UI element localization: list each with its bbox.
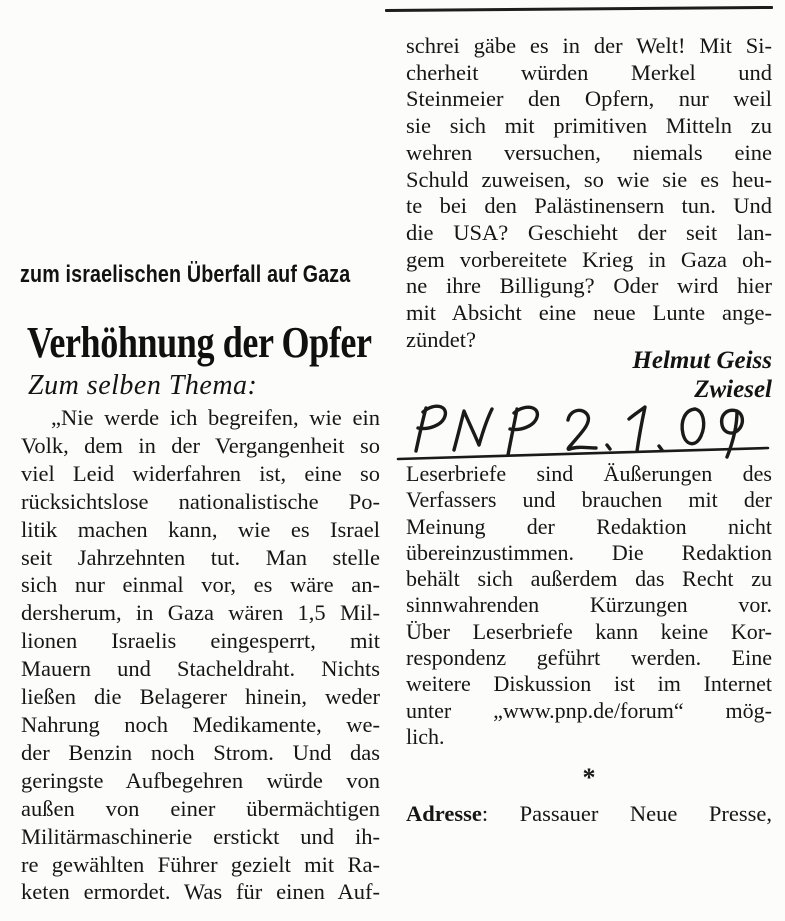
text-line: „Nie werde ich begreifen, wie ein (51, 405, 380, 430)
text-line: Mauern und Stacheldraht. Nichts (21, 656, 380, 682)
text-line: Über Leserbriefe kann keine Kor- (406, 618, 772, 644)
text-line: Militärmaschinerie erstickt und ih- (21, 823, 380, 849)
article-subhead: Zum selben Thema: (28, 370, 258, 401)
article-kicker: zum israelischen Überfall auf Gaza (20, 261, 351, 288)
text-line: übereinzustimmen. Die Redaktion (406, 539, 772, 565)
text-line: keten ermordet. Was für einen Auf- (21, 879, 380, 905)
handwritten-pnp-date-annotation (396, 401, 771, 461)
text-line: cherheit würden Merkel und (406, 59, 772, 85)
text-line: Volk, dem in der Vergangenheit so (21, 432, 380, 458)
text-line: die USA? Geschieht der seit lan- (406, 219, 772, 245)
address-first-line-rest: : Passauer Neue Presse, (481, 801, 772, 826)
column-top-rule (385, 6, 773, 12)
text-line: gem vorbereitete Krieg in Gaza oh- (406, 246, 772, 272)
text-line: schrei gäbe es in der Welt! Mit Si- (406, 33, 772, 58)
signature-block (406, 347, 772, 404)
text-line: Leserbriefe sind Äußerungen des (406, 461, 772, 486)
text-line: sie sich mit primitiven Mitteln zu (406, 113, 772, 139)
text-line: Meinung der Redaktion nicht (406, 513, 772, 539)
article-headline: Verhöhnung der Opfer (27, 318, 372, 367)
handwriting-strokes (396, 401, 771, 461)
article-body-right-column (406, 33, 772, 353)
text-line: dersherum, in Gaza wären 1,5 Mil- (21, 600, 380, 626)
signature-name: Helmut Geiss (632, 347, 772, 374)
address-paragraph (406, 801, 772, 827)
address-first-line (406, 801, 772, 827)
text-line: der Benzin noch Strom. Und das (21, 739, 380, 765)
text-line: ne ihre Billigung? Oder wird hier (406, 273, 772, 299)
text-line: geringste Aufbegehren würde von (21, 767, 380, 793)
text-line: außen von einer übermächtigen (21, 795, 380, 821)
text-line: behält sich außerdem das Recht zu (406, 566, 772, 592)
text-line: weitere Diskussion ist im Internet (406, 671, 772, 697)
text-line: sich nur einmal vor, es wäre an- (21, 572, 380, 598)
text-line: lionen Israelis eingesperrt, mit (21, 628, 380, 654)
text-line: te bei den Palästinensern tun. Und (406, 193, 772, 219)
text-line: Steinmeier den Opfern, nur weil (406, 86, 772, 112)
article-body-left-column (21, 404, 380, 906)
signature-place: Zwiesel (694, 375, 772, 403)
text-line: zündet? (406, 326, 476, 352)
text-line: Nahrung noch Medikamente, we- (21, 711, 380, 737)
text-line: litik machen kann, wie es Israel (21, 516, 380, 542)
text-line: unter „www.pnp.de/forum“ mög- (406, 697, 772, 723)
text-line: lich. (406, 723, 445, 749)
text-line: re gewählten Führer gezielt mit Ra- (21, 851, 380, 877)
text-line: mit Absicht eine neue Lunte ange- (406, 300, 772, 326)
text-line: seit Jahrzehnten tut. Man stelle (21, 544, 380, 570)
leserbriefe-disclaimer (406, 461, 772, 750)
text-line: respondenz geführt werden. Eine (406, 645, 772, 671)
address-label: Adresse (406, 801, 482, 826)
text-line: viel Leid widerfahren ist, eine so (21, 460, 380, 486)
text-line: rücksichtslose nationalistische Po- (21, 488, 380, 514)
asterisk-separator: * (582, 763, 596, 792)
text-line: sinnwahrenden Kürzungen vor. (406, 592, 772, 618)
text-line: wehren versuchen, niemals eine (406, 139, 772, 165)
text-line: Verfassers und brauchen mit der (406, 487, 772, 513)
text-line: Schuld zuweisen, so wie sie es heu- (406, 166, 772, 192)
text-line: ließen die Belagerer hinein, weder (21, 684, 380, 710)
